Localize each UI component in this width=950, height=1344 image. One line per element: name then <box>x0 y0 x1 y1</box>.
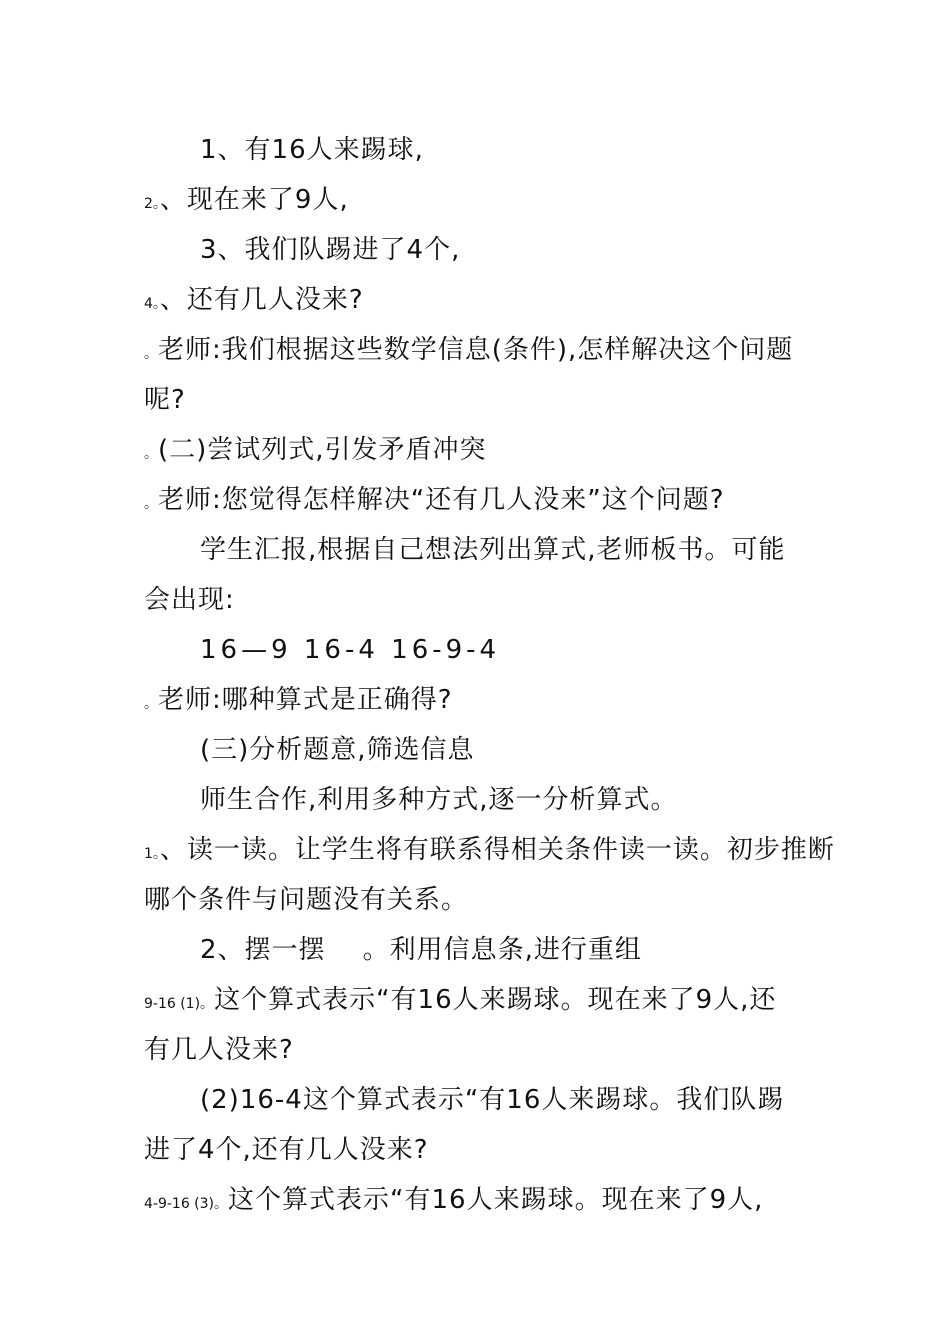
line-prefix: 9-16 (1)。 <box>144 996 215 1012</box>
text-line <box>0 1175 950 1225</box>
text-line <box>0 225 950 275</box>
line-text: 有几人没来? <box>144 1035 294 1065</box>
text-line <box>0 775 950 825</box>
text-line <box>0 275 950 325</box>
line-text: 老师:哪种算式是正确得? <box>158 685 453 715</box>
text-line <box>0 675 950 725</box>
line-text: 进了4个,还有几人没来? <box>144 1135 429 1165</box>
line-text: 哪个条件与问题没有关系。 <box>144 885 469 915</box>
text-line <box>0 825 950 875</box>
line-text: (三)分析题意,筛选信息 <box>200 735 475 765</box>
line-prefix: 4。 <box>144 296 160 312</box>
line-text: (2)16-4这个算式表示“有16人来踢球。我们队踢 <box>200 1085 785 1115</box>
line-text: 这个算式表示“有16人来踢球。现在来了9人, <box>228 1185 764 1215</box>
section-heading <box>0 725 950 775</box>
line-text: 、还有几人没来? <box>159 285 364 315</box>
line-text: 、现在来了9人, <box>159 185 349 215</box>
line-text: 师生合作,利用多种方式,逐一分析算式。 <box>200 785 678 815</box>
text-line <box>0 1075 950 1125</box>
line-prefix: 2。 <box>144 196 160 212</box>
text-line <box>0 425 950 475</box>
line-text: 1、有16人来踢球, <box>200 135 424 165</box>
text-line <box>0 175 950 225</box>
line-text: 这个算式表示“有16人来踢球。现在来了9人,还 <box>214 985 777 1015</box>
line-text: 老师:您觉得怎样解决“还有几人没来”这个问题? <box>158 485 725 515</box>
line-text: 学生汇报,根据自己想法列出算式,老师板书。可能 <box>200 535 786 565</box>
text-line <box>0 325 950 375</box>
formula-line <box>0 625 950 675</box>
text-line <box>0 575 950 625</box>
line-text: 2、摆一摆 。利用信息条,进行重组 <box>200 935 642 965</box>
line-text: 、读一读。让学生将有联系得相关条件读一读。初步推断 <box>159 835 835 865</box>
text-line <box>0 475 950 525</box>
line-prefix: 4-9-16 (3)。 <box>144 1196 229 1212</box>
line-text: 16—9 16-4 16-9-4 <box>200 635 501 665</box>
line-text: 3、我们队踢进了4个, <box>200 235 461 265</box>
line-prefix: 。 <box>144 496 158 512</box>
line-text: (二)尝试列式,引发矛盾冲突 <box>158 435 487 465</box>
text-line <box>0 975 950 1025</box>
line-prefix: 。 <box>144 446 158 462</box>
line-text: 会出现: <box>144 585 235 615</box>
text-line <box>0 1025 950 1075</box>
line-prefix: 1。 <box>144 846 160 862</box>
text-line <box>0 875 950 925</box>
text-line <box>0 925 950 975</box>
line-prefix: 。 <box>144 346 158 362</box>
line-prefix: 。 <box>144 696 158 712</box>
text-line <box>0 525 950 575</box>
text-line <box>0 1125 950 1175</box>
text-line <box>0 125 950 175</box>
text-line <box>0 375 950 425</box>
line-text: 呢? <box>144 385 186 415</box>
line-text: 老师:我们根据这些数学信息(条件),怎样解决这个问题 <box>158 335 794 365</box>
